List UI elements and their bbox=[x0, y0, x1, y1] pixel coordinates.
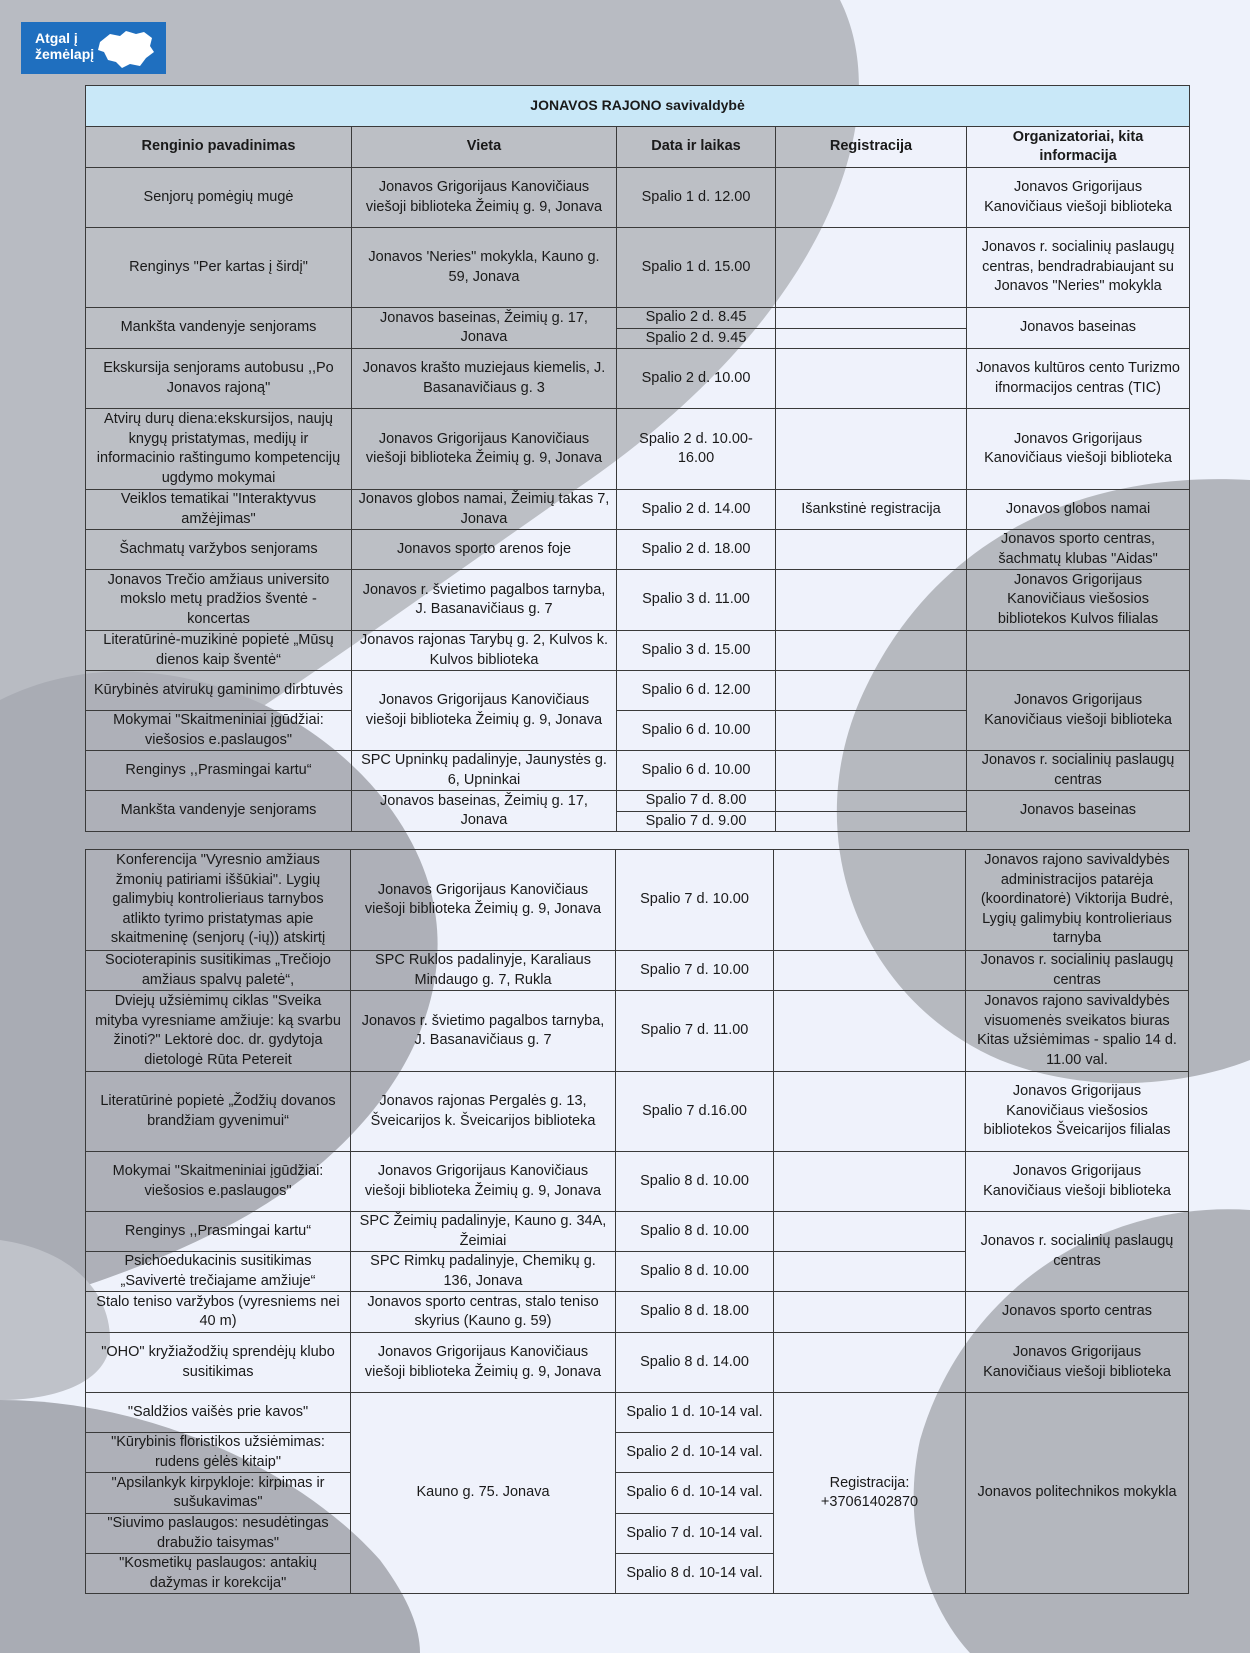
event-place: SPC Žeimių padalinyje, Kauno g. 34A, Žeimiai bbox=[351, 1212, 616, 1252]
event-name: Psichoedukacinis susitikimas „Savivertė trečiajame amžiuje“ bbox=[86, 1252, 351, 1292]
event-place: Jonavos Grigorijaus Kanovičiaus viešoji biblioteka Žeimių g. 9, Jonava bbox=[352, 168, 617, 228]
event-registration bbox=[774, 1212, 966, 1252]
event-name: Renginys ,,Prasmingai kartu“ bbox=[86, 751, 352, 791]
event-name: Mankšta vandenyje senjorams bbox=[86, 308, 352, 349]
col-header-name: Renginio pavadinimas bbox=[86, 127, 352, 168]
event-name: Konferencija "Vyresnio amžiaus žmonių patiriami iššūkiai". Lygių galimybių kontrolieriaus tarnybos atlikto tyrimo pristatymas apie skaitmeninę (senjorų (-ių)) atskirtį bbox=[86, 850, 351, 951]
event-date: Spalio 8 d. 10.00 bbox=[616, 1212, 774, 1252]
event-registration bbox=[776, 791, 967, 812]
event-registration bbox=[776, 631, 967, 671]
event-organizer: Jonavos sporto centras, šachmatų klubas "Aidas" bbox=[967, 530, 1190, 570]
event-registration bbox=[774, 1292, 966, 1333]
event-name: "Kūrybinis floristikos užsiėmimas: rudens gėlės kitaip" bbox=[86, 1433, 351, 1473]
table-row bbox=[86, 1212, 1189, 1252]
event-date: Spalio 7 d. 9.00 bbox=[617, 811, 776, 832]
table-row bbox=[86, 308, 1190, 329]
table-row bbox=[86, 951, 1189, 991]
table-row bbox=[86, 671, 1190, 711]
event-name: Ekskursija senjorams autobusu ,,Po Jonavos rajoną" bbox=[86, 349, 352, 409]
event-organizer: Jonavos rajono savivaldybės visuomenės sveikatos biuras Kitas užsiėmimas - spalio 14 d. 11.00 val. bbox=[966, 991, 1189, 1072]
event-date: Spalio 2 d. 14.00 bbox=[617, 490, 776, 530]
event-registration bbox=[776, 308, 967, 329]
event-date: Spalio 2 d. 10.00-16.00 bbox=[617, 409, 776, 490]
event-organizer: Jonavos r. socialinių paslaugų centras bbox=[967, 751, 1190, 791]
event-organizer bbox=[967, 631, 1190, 671]
event-registration bbox=[776, 711, 967, 751]
event-registration bbox=[776, 811, 967, 832]
event-date: Spalio 1 d. 15.00 bbox=[617, 228, 776, 308]
event-registration bbox=[776, 168, 967, 228]
event-place: SPC Upninkų padalinyje, Jaunystės g. 6, Upninkai bbox=[352, 751, 617, 791]
table-row bbox=[86, 228, 1190, 308]
event-place: Jonavos Grigorijaus Kanovičiaus viešoji biblioteka Žeimių g. 9, Jonava bbox=[351, 1333, 616, 1393]
event-place: Jonavos r. švietimo pagalbos tarnyba, J. Basanavičiaus g. 7 bbox=[351, 991, 616, 1072]
table-row bbox=[86, 409, 1190, 490]
event-name: Jonavos Trečio amžiaus universito mokslo metų pradžios šventė - koncertas bbox=[86, 570, 352, 631]
event-place: Jonavos Grigorijaus Kanovičiaus viešoji biblioteka Žeimių g. 9, Jonava bbox=[352, 409, 617, 490]
event-organizer: Jonavos r. socialinių paslaugų centras bbox=[966, 951, 1189, 991]
event-name: Socioterapinis susitikimas „Trečiojo amžiaus spalvų paletė“, bbox=[86, 951, 351, 991]
event-place: Kauno g. 75. Jonava bbox=[351, 1393, 616, 1594]
col-header-date: Data ir laikas bbox=[617, 127, 776, 168]
table-row bbox=[86, 791, 1190, 812]
event-date: Spalio 2 d. 9.45 bbox=[617, 328, 776, 349]
table-row bbox=[86, 530, 1190, 570]
back-label-line2: žemėlapį bbox=[35, 46, 95, 62]
event-date: Spalio 7 d. 11.00 bbox=[616, 991, 774, 1072]
event-name: Mokymai "Skaitmeniniai įgūdžiai: viešosios e.paslaugos" bbox=[86, 1152, 351, 1212]
event-organizer: Jonavos sporto centras bbox=[966, 1292, 1189, 1333]
event-name: Dviejų užsiėmimų ciklas "Sveika mityba vyresniame amžiuje: ką svarbu žinoti?" Lektorė doc. dr. gydytoja dietologė Rūta Petereit bbox=[86, 991, 351, 1072]
event-registration: Išankstinė registracija bbox=[776, 490, 967, 530]
event-date: Spalio 3 d. 15.00 bbox=[617, 631, 776, 671]
event-name: "Kosmetikų paslaugos: antakių dažymas ir korekcija" bbox=[86, 1554, 351, 1594]
col-header-organizers: Organizatoriai, kita informacija bbox=[967, 127, 1190, 168]
event-registration bbox=[776, 349, 967, 409]
event-registration bbox=[774, 951, 966, 991]
event-place: Jonavos Grigorijaus Kanovičiaus viešoji biblioteka Žeimių g. 9, Jonava bbox=[352, 671, 617, 751]
event-date: Spalio 7 d.16.00 bbox=[616, 1072, 774, 1152]
event-name: Veiklos tematikai "Interaktyvus amžėjimas" bbox=[86, 490, 352, 530]
event-name: "Siuvimo paslaugos: nesudėtingas drabužio taisymas" bbox=[86, 1514, 351, 1554]
event-name: Literatūrinė-muzikinė popietė „Mūsų dienos kaip šventė“ bbox=[86, 631, 352, 671]
event-organizer: Jonavos Grigorijaus Kanovičiaus viešoji biblioteka bbox=[966, 1333, 1189, 1393]
event-organizer: Jonavos Grigorijaus Kanovičiaus viešoji biblioteka bbox=[966, 1152, 1189, 1212]
event-date: Spalio 6 d. 10-14 val. bbox=[616, 1473, 774, 1514]
event-name: Mankšta vandenyje senjorams bbox=[86, 791, 352, 832]
event-place: Jonavos baseinas, Žeimių g. 17, Jonava bbox=[352, 791, 617, 832]
event-registration bbox=[774, 1333, 966, 1393]
event-place: Jonavos baseinas, Žeimių g. 17, Jonava bbox=[352, 308, 617, 349]
events-table-part1 bbox=[85, 85, 1190, 832]
event-name: "OHO" kryžiažodžių sprendėjų klubo susitikimas bbox=[86, 1333, 351, 1393]
event-place: Jonavos r. švietimo pagalbos tarnyba, J. Basanavičiaus g. 7 bbox=[352, 570, 617, 631]
event-name: Atvirų durų diena:ekskursijos, naujų knygų pristatymas, medijų ir informacinio raštingumo kompetencijų ugdymo mokymai bbox=[86, 409, 352, 490]
event-date: Spalio 2 d. 18.00 bbox=[617, 530, 776, 570]
event-place: Jonavos rajonas Tarybų g. 2, Kulvos k. Kulvos biblioteka bbox=[352, 631, 617, 671]
back-label-line1: Atgal į bbox=[35, 30, 78, 46]
event-date: Spalio 8 d. 10.00 bbox=[616, 1252, 774, 1292]
event-organizer: Jonavos politechnikos mokykla bbox=[966, 1393, 1189, 1594]
back-to-map-button[interactable] bbox=[21, 22, 166, 74]
event-name: Kūrybinės atvirukų gaminimo dirbtuvės bbox=[86, 671, 352, 711]
event-organizer: Jonavos baseinas bbox=[967, 308, 1190, 349]
table-row bbox=[86, 349, 1190, 409]
event-date: Spalio 7 d. 10.00 bbox=[616, 850, 774, 951]
event-date: Spalio 7 d. 8.00 bbox=[617, 791, 776, 812]
event-date: Spalio 8 d. 10.00 bbox=[616, 1152, 774, 1212]
event-registration bbox=[774, 850, 966, 951]
event-place: Jonavos krašto muziejaus kiemelis, J. Basanavičiaus g. 3 bbox=[352, 349, 617, 409]
col-header-registration: Registracija bbox=[776, 127, 967, 168]
event-organizer: Jonavos kultūros cento Turizmo ifnormacijos centras (TIC) bbox=[967, 349, 1190, 409]
event-date: Spalio 1 d. 10-14 val. bbox=[616, 1393, 774, 1433]
table-row bbox=[86, 570, 1190, 631]
event-organizer: Jonavos baseinas bbox=[967, 791, 1190, 832]
event-date: Spalio 8 d. 10-14 val. bbox=[616, 1554, 774, 1594]
event-name: "Apsilankyk kirpykloje: kirpimas ir sušukavimas" bbox=[86, 1473, 351, 1514]
event-date: Spalio 8 d. 18.00 bbox=[616, 1292, 774, 1333]
event-registration bbox=[774, 1072, 966, 1152]
event-name: Renginys ,,Prasmingai kartu“ bbox=[86, 1212, 351, 1252]
event-organizer: Jonavos rajono savivaldybės administracijos patarėja (koordinatorė) Viktorija Budrė, Lygių galimybių kontrolieriaus tarnyba bbox=[966, 850, 1189, 951]
table-row bbox=[86, 168, 1190, 228]
event-registration bbox=[776, 409, 967, 490]
event-registration bbox=[776, 671, 967, 711]
region-title: JONAVOS RAJONO savivaldybė bbox=[86, 86, 1190, 127]
lithuania-map-icon bbox=[96, 28, 156, 70]
event-place: Jonavos rajonas Pergalės g. 13, Šveicarijos k. Šveicarijos biblioteka bbox=[351, 1072, 616, 1152]
event-organizer: Jonavos r. socialinių paslaugų centras bbox=[966, 1212, 1189, 1292]
event-place: Jonavos Grigorijaus Kanovičiaus viešoji biblioteka Žeimių g. 9, Jonava bbox=[351, 850, 616, 951]
table-row bbox=[86, 751, 1190, 791]
event-organizer: Jonavos Grigorijaus Kanovičiaus viešosios bibliotekos Kulvos filialas bbox=[967, 570, 1190, 631]
col-header-place: Vieta bbox=[352, 127, 617, 168]
table-row bbox=[86, 490, 1190, 530]
event-date: Spalio 2 d. 10-14 val. bbox=[616, 1433, 774, 1473]
event-registration bbox=[776, 751, 967, 791]
table-row bbox=[86, 1152, 1189, 1212]
event-registration: Registracija: +37061402870 bbox=[774, 1393, 966, 1594]
event-place: Jonavos 'Neries" mokykla, Kauno g. 59, Jonava bbox=[352, 228, 617, 308]
event-registration bbox=[776, 328, 967, 349]
table-row bbox=[86, 1333, 1189, 1393]
event-date: Spalio 7 d. 10.00 bbox=[616, 951, 774, 991]
event-place: Jonavos sporto arenos foje bbox=[352, 530, 617, 570]
table-row bbox=[86, 850, 1189, 951]
event-place: SPC Ruklos padalinyje, Karaliaus Mindaugo g. 7, Rukla bbox=[351, 951, 616, 991]
event-name: Šachmatų varžybos senjorams bbox=[86, 530, 352, 570]
table-row bbox=[86, 1072, 1189, 1152]
event-date: Spalio 6 d. 12.00 bbox=[617, 671, 776, 711]
event-name: Stalo teniso varžybos (vyresniems nei 40 m) bbox=[86, 1292, 351, 1333]
event-name: Senjorų pomėgių mugė bbox=[86, 168, 352, 228]
event-registration bbox=[776, 570, 967, 631]
table-row bbox=[86, 1292, 1189, 1333]
event-organizer: Jonavos Grigorijaus Kanovičiaus viešoji biblioteka bbox=[967, 409, 1190, 490]
event-date: Spalio 2 d. 10.00 bbox=[617, 349, 776, 409]
event-place: Jonavos globos namai, Žeimių takas 7, Jonava bbox=[352, 490, 617, 530]
event-name: Renginys "Per kartas į širdį" bbox=[86, 228, 352, 308]
event-date: Spalio 7 d. 10-14 val. bbox=[616, 1514, 774, 1554]
table-row bbox=[86, 631, 1190, 671]
events-table-part2 bbox=[85, 849, 1189, 1594]
event-place: SPC Rimkų padalinyje, Chemikų g. 136, Jonava bbox=[351, 1252, 616, 1292]
event-name: Literatūrinė popietė „Žodžių dovanos brandžiam gyvenimui“ bbox=[86, 1072, 351, 1152]
event-organizer: Jonavos Grigorijaus Kanovičiaus viešoji biblioteka bbox=[967, 671, 1190, 751]
event-date: Spalio 2 d. 8.45 bbox=[617, 308, 776, 329]
event-date: Spalio 8 d. 14.00 bbox=[616, 1333, 774, 1393]
event-date: Spalio 6 d. 10.00 bbox=[617, 751, 776, 791]
table-row bbox=[86, 991, 1189, 1072]
table-row bbox=[86, 1393, 1189, 1433]
event-registration bbox=[776, 530, 967, 570]
event-registration bbox=[776, 228, 967, 308]
event-name: Mokymai "Skaitmeniniai įgūdžiai: viešosios e.paslaugos" bbox=[86, 711, 352, 751]
event-date: Spalio 1 d. 12.00 bbox=[617, 168, 776, 228]
event-date: Spalio 6 d. 10.00 bbox=[617, 711, 776, 751]
event-organizer: Jonavos globos namai bbox=[967, 490, 1190, 530]
event-registration bbox=[774, 991, 966, 1072]
event-organizer: Jonavos r. socialinių paslaugų centras, bendradrabiaujant su Jonavos "Neries" mokykla bbox=[967, 228, 1190, 308]
event-registration bbox=[774, 1152, 966, 1212]
event-place: Jonavos sporto centras, stalo teniso skyrius (Kauno g. 59) bbox=[351, 1292, 616, 1333]
event-place: Jonavos Grigorijaus Kanovičiaus viešoji biblioteka Žeimių g. 9, Jonava bbox=[351, 1152, 616, 1212]
event-registration bbox=[774, 1252, 966, 1292]
event-date: Spalio 3 d. 11.00 bbox=[617, 570, 776, 631]
event-name: "Saldžios vaišės prie kavos" bbox=[86, 1393, 351, 1433]
event-organizer: Jonavos Grigorijaus Kanovičiaus viešoji biblioteka bbox=[967, 168, 1190, 228]
event-organizer: Jonavos Grigorijaus Kanovičiaus viešosios bibliotekos Šveicarijos filialas bbox=[966, 1072, 1189, 1152]
